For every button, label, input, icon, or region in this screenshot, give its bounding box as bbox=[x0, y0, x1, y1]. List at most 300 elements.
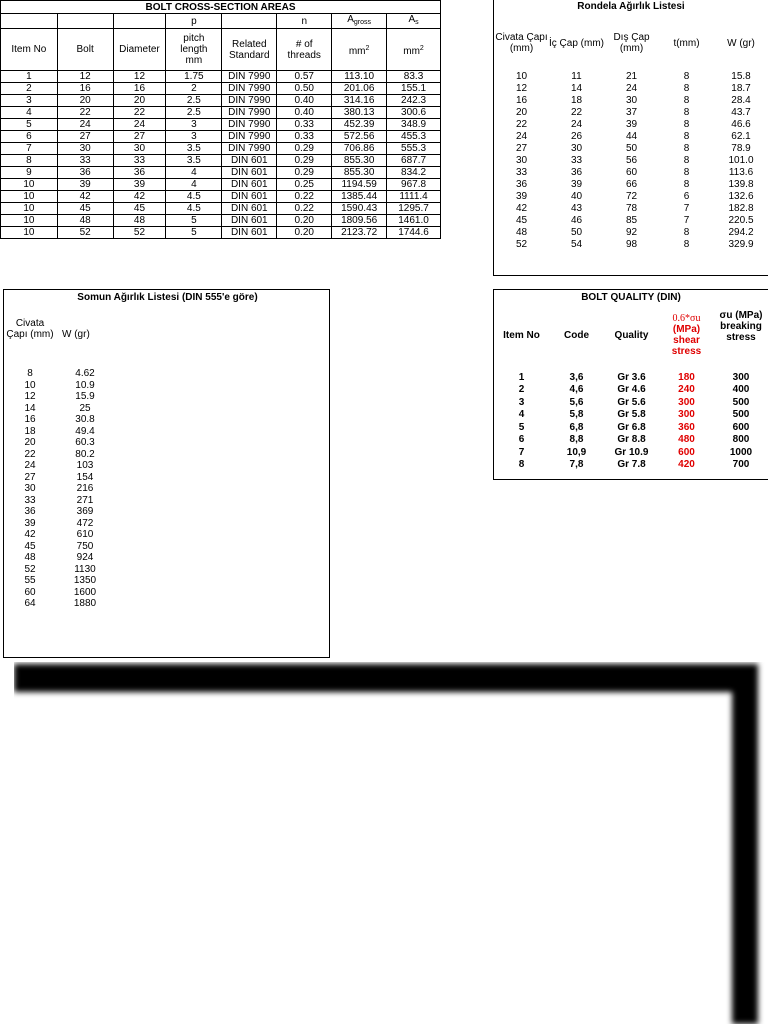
washer-cell: 8 bbox=[683, 106, 690, 118]
nut-row bbox=[4, 575, 114, 587]
bolt-area-cell: 113.10 bbox=[332, 71, 387, 83]
quality-cell: 3,6 bbox=[569, 371, 584, 383]
bolt-area-cell: 706.86 bbox=[332, 143, 387, 155]
bolt-area-cell: 83.3 bbox=[387, 71, 441, 83]
washer-cell: 8 bbox=[683, 118, 690, 130]
bolt-area-cell: 39 bbox=[113, 179, 166, 191]
bolt-area-cell: 455.3 bbox=[387, 131, 441, 143]
quality-cell: Gr 10.9 bbox=[614, 446, 649, 458]
washer-cell: 7 bbox=[683, 214, 690, 226]
bolt-area-row bbox=[1, 203, 441, 215]
nut-cell: 36 bbox=[24, 506, 36, 518]
washer-cell: 37 bbox=[625, 106, 638, 118]
nut-cell: 154 bbox=[76, 471, 94, 483]
washer-cell: 60 bbox=[625, 166, 638, 178]
washer-cell: 139.8 bbox=[728, 178, 754, 190]
bolt-area-cell: 12 bbox=[113, 71, 166, 83]
bolt-area-cell: 52 bbox=[57, 227, 113, 239]
bolt-area-cell: 242.3 bbox=[387, 95, 441, 107]
bolt-area-cell: 2 bbox=[1, 83, 58, 95]
bolt-area-cell: 4 bbox=[166, 167, 222, 179]
shear-formula: 0.6*σu bbox=[672, 313, 701, 324]
washer-cell: 22 bbox=[570, 106, 583, 118]
bolt-area-cell: 27 bbox=[57, 131, 113, 143]
gross-area-symbol: $A_{gross}$ bbox=[332, 14, 387, 29]
bolt-area-cell: 380.13 bbox=[332, 107, 387, 119]
bolt-area-cell: 52 bbox=[113, 227, 166, 239]
bolt-area-cell: 3 bbox=[166, 131, 222, 143]
nut-cell: 924 bbox=[76, 552, 94, 564]
bolt-area-cell: 10 bbox=[1, 191, 58, 203]
washer-weight-title: Rondela Ağırlık Listesi bbox=[577, 1, 685, 12]
nut-row bbox=[4, 506, 114, 518]
bolt-area-cell: 12 bbox=[57, 71, 113, 83]
quality-cell: 5,8 bbox=[569, 409, 584, 421]
nut-row bbox=[4, 598, 114, 610]
washer-weight-panel bbox=[493, 0, 768, 276]
nut-col-weight: W (gr) bbox=[62, 329, 90, 340]
bolt-area-cell: 39 bbox=[57, 179, 113, 191]
nut-row bbox=[4, 449, 114, 461]
bolt-area-cell: 4.5 bbox=[166, 191, 222, 203]
washer-row bbox=[494, 166, 768, 178]
washer-row bbox=[494, 94, 768, 106]
quality-cell: 5 bbox=[518, 421, 525, 433]
bolt-area-cell: 16 bbox=[57, 83, 113, 95]
nut-weight-title: Somun Ağırlık Listesi (DIN 555'e göre) bbox=[77, 292, 258, 303]
bolt-area-cell: DIN 601 bbox=[222, 155, 277, 167]
nut-cell: 49.4 bbox=[75, 425, 95, 437]
bolt-area-cell: 10 bbox=[1, 179, 58, 191]
bolt-area-row bbox=[1, 143, 441, 155]
nut-cell: 27 bbox=[24, 471, 36, 483]
washer-cell: 30 bbox=[515, 154, 528, 166]
bolt-area-row bbox=[1, 131, 441, 143]
nut-row bbox=[4, 564, 114, 576]
quality-cell: 500 bbox=[732, 409, 750, 421]
nut-row bbox=[4, 426, 114, 438]
bolt-area-cell: 1111.4 bbox=[387, 191, 441, 203]
quality-cell: 5,6 bbox=[569, 396, 584, 408]
col-diameter: Diameter bbox=[113, 29, 166, 71]
bolt-area-cell: 4 bbox=[1, 107, 58, 119]
washer-cell: 24 bbox=[515, 130, 528, 142]
washer-cell: 8 bbox=[683, 142, 690, 154]
washer-cell: 16 bbox=[515, 94, 528, 106]
bolt-area-cell: 20 bbox=[113, 95, 166, 107]
washer-row bbox=[494, 190, 768, 202]
nut-cell: 48 bbox=[24, 552, 36, 564]
washer-cell: 78.9 bbox=[731, 142, 751, 154]
bolt-area-row bbox=[1, 119, 441, 131]
breaking-word: breaking bbox=[720, 321, 762, 332]
washer-row bbox=[494, 118, 768, 130]
nut-row bbox=[4, 518, 114, 530]
bolt-area-cell: 1590.43 bbox=[332, 203, 387, 215]
washer-cell: 6 bbox=[683, 190, 690, 202]
bolt-area-cell: 4.5 bbox=[166, 203, 222, 215]
nut-cell: 472 bbox=[76, 517, 94, 529]
washer-cell: 27 bbox=[515, 142, 528, 154]
washer-cell: 7 bbox=[683, 202, 690, 214]
washer-weight-table bbox=[494, 0, 768, 250]
nut-row bbox=[4, 437, 114, 449]
bolt-area-cell: 30 bbox=[57, 143, 113, 155]
washer-cell: 46 bbox=[570, 214, 583, 226]
bolt-area-cell: 0.57 bbox=[277, 71, 332, 83]
washer-cell: 18.7 bbox=[731, 82, 751, 94]
bolt-area-cell: 0.22 bbox=[277, 191, 332, 203]
bolt-area-cell: 0.50 bbox=[277, 83, 332, 95]
nut-cell: 30.8 bbox=[75, 414, 95, 426]
bolt-area-row bbox=[1, 107, 441, 119]
nut-col-bolt-dia: Civata Çapı (mm) bbox=[6, 318, 54, 340]
washer-cell: 8 bbox=[683, 70, 690, 82]
washer-cell: 56 bbox=[625, 154, 638, 166]
bolt-area-row bbox=[1, 71, 441, 83]
washer-cell: 39 bbox=[570, 178, 583, 190]
washer-cell: 42 bbox=[515, 202, 528, 214]
nut-cell: 15.9 bbox=[75, 391, 95, 403]
nut-row bbox=[4, 403, 114, 415]
washer-cell: 8 bbox=[683, 94, 690, 106]
washer-cell: 21 bbox=[625, 70, 638, 82]
washer-cell: 62.1 bbox=[731, 130, 751, 142]
bolt-area-cell: 33 bbox=[57, 155, 113, 167]
washer-cell: 50 bbox=[625, 142, 638, 154]
quality-row bbox=[494, 459, 768, 472]
bolt-area-cell: 5 bbox=[166, 215, 222, 227]
nut-cell: 55 bbox=[24, 575, 36, 587]
washer-cell: 85 bbox=[625, 214, 638, 226]
bolt-area-cell: 24 bbox=[57, 119, 113, 131]
nut-cell: 750 bbox=[76, 540, 94, 552]
quality-cell: 600 bbox=[678, 446, 695, 458]
washer-cell: 8 bbox=[683, 178, 690, 190]
washer-cell: 220.5 bbox=[728, 214, 754, 226]
bolt-area-cell: 3.5 bbox=[166, 155, 222, 167]
bolt-area-cell: 0.29 bbox=[277, 167, 332, 179]
nut-cell: 33 bbox=[24, 494, 36, 506]
quality-row bbox=[494, 371, 768, 384]
page-shadow-frame bbox=[14, 662, 768, 1024]
washer-cell: 294.2 bbox=[728, 226, 754, 238]
nut-cell: 80.2 bbox=[75, 448, 95, 460]
bolt-area-cell: 3 bbox=[1, 95, 58, 107]
washer-col-thickness: t(mm) bbox=[673, 37, 700, 49]
bolt-area-row bbox=[1, 215, 441, 227]
col-gross-unit: $mm^2$ bbox=[332, 29, 387, 71]
nut-row bbox=[4, 414, 114, 426]
bolt-area-row bbox=[1, 95, 441, 107]
washer-col-outer-dia: Dış Çap (mm) bbox=[613, 32, 650, 54]
bolt-quality-table bbox=[494, 290, 768, 471]
quality-cell: 1000 bbox=[729, 446, 753, 458]
washer-row bbox=[494, 202, 768, 214]
bolt-area-cell: DIN 7990 bbox=[222, 143, 277, 155]
bolt-area-cell: 1809.56 bbox=[332, 215, 387, 227]
bolt-area-cell: DIN 7990 bbox=[222, 71, 277, 83]
washer-cell: 8 bbox=[683, 166, 690, 178]
bolt-area-cell: 0.22 bbox=[277, 203, 332, 215]
bolt-area-cell: 1 bbox=[1, 71, 58, 83]
bolt-area-row bbox=[1, 155, 441, 167]
bolt-area-cell: 10 bbox=[1, 227, 58, 239]
bolt-area-cell: 855.30 bbox=[332, 167, 387, 179]
bolt-area-cell: 42 bbox=[113, 191, 166, 203]
quality-cell: 400 bbox=[732, 384, 750, 396]
quality-cell: 300 bbox=[678, 396, 695, 408]
washer-row bbox=[494, 214, 768, 226]
washer-cell: 45 bbox=[515, 214, 528, 226]
quality-cell: 3 bbox=[518, 396, 525, 408]
breaking-stress-word: stress bbox=[726, 332, 756, 343]
bolt-quality-title: BOLT QUALITY (DIN) bbox=[581, 291, 681, 303]
quality-cell: 7,8 bbox=[569, 459, 584, 471]
nut-cell: 4.62 bbox=[75, 368, 95, 380]
bolt-area-cell: 24 bbox=[113, 119, 166, 131]
bolt-area-cell: DIN 7990 bbox=[222, 95, 277, 107]
quality-cell: Gr 5.8 bbox=[617, 409, 646, 421]
washer-row bbox=[494, 142, 768, 154]
quality-col-grade: Quality bbox=[614, 329, 649, 341]
col-standard: Related Standard bbox=[222, 29, 277, 71]
nut-cell: 18 bbox=[24, 425, 36, 437]
bolt-area-cell: DIN 601 bbox=[222, 227, 277, 239]
quality-table-body bbox=[494, 371, 768, 471]
quality-cell: 1 bbox=[518, 371, 525, 383]
quality-cell: Gr 3.6 bbox=[617, 371, 646, 383]
washer-row bbox=[494, 226, 768, 238]
washer-row bbox=[494, 154, 768, 166]
nut-cell: 1350 bbox=[73, 575, 97, 587]
bolt-area-cell: DIN 601 bbox=[222, 203, 277, 215]
bolt-area-cell: 0.20 bbox=[277, 227, 332, 239]
bolt-area-cell: 967.8 bbox=[387, 179, 441, 191]
washer-cell: 10 bbox=[515, 70, 528, 82]
bolt-area-cell: 42 bbox=[57, 191, 113, 203]
bolt-area-cell: 687.7 bbox=[387, 155, 441, 167]
nut-table-body bbox=[4, 368, 114, 610]
washer-cell: 8 bbox=[683, 226, 690, 238]
washer-cell: 39 bbox=[625, 118, 638, 130]
washer-cell: 54 bbox=[570, 238, 583, 250]
bolt-area-cell: 30 bbox=[113, 143, 166, 155]
bolt-area-cell: 5 bbox=[1, 119, 58, 131]
bolt-quality-panel bbox=[493, 289, 768, 480]
quality-row bbox=[494, 446, 768, 459]
bolt-area-cell: 33 bbox=[113, 155, 166, 167]
bolt-area-cell: DIN 7990 bbox=[222, 107, 277, 119]
quality-cell: 8,8 bbox=[569, 434, 584, 446]
quality-cell: 300 bbox=[732, 371, 750, 383]
nut-cell: 1880 bbox=[73, 598, 97, 610]
bolt-area-cell: 5 bbox=[166, 227, 222, 239]
nut-row bbox=[4, 587, 114, 599]
washer-row bbox=[494, 70, 768, 82]
nut-cell: 20 bbox=[24, 437, 36, 449]
washer-cell: 132.6 bbox=[728, 190, 754, 202]
bolt-area-cell: 555.3 bbox=[387, 143, 441, 155]
quality-cell: 8 bbox=[518, 459, 525, 471]
nut-cell: 39 bbox=[24, 517, 36, 529]
nut-cell: 52 bbox=[24, 563, 36, 575]
washer-cell: 101.0 bbox=[728, 154, 754, 166]
nut-row bbox=[4, 483, 114, 495]
nut-cell: 1600 bbox=[73, 586, 97, 598]
nut-cell: 60 bbox=[24, 586, 36, 598]
nut-cell: 42 bbox=[24, 529, 36, 541]
washer-row bbox=[494, 130, 768, 142]
bolt-area-cell: 2123.72 bbox=[332, 227, 387, 239]
quality-cell: 180 bbox=[678, 371, 695, 383]
bolt-area-cell: 300.6 bbox=[387, 107, 441, 119]
washer-cell: 52 bbox=[515, 238, 528, 250]
washer-cell: 329.9 bbox=[728, 238, 754, 250]
quality-cell: Gr 6.8 bbox=[617, 421, 646, 433]
washer-cell: 15.8 bbox=[731, 70, 751, 82]
nut-row bbox=[4, 391, 114, 403]
bolt-area-cell: 2.5 bbox=[166, 107, 222, 119]
breaking-unit: σu (MPa) bbox=[719, 310, 763, 321]
stress-area-symbol: $A_s$ bbox=[387, 14, 441, 29]
bolt-area-cell: 0.33 bbox=[277, 131, 332, 143]
bolt-area-cell: 0.29 bbox=[277, 155, 332, 167]
quality-col-shear bbox=[659, 304, 714, 366]
washer-row bbox=[494, 238, 768, 250]
shear-stress-word: stress bbox=[671, 346, 702, 357]
washer-row bbox=[494, 82, 768, 94]
washer-cell: 48 bbox=[515, 226, 528, 238]
washer-cell: 12 bbox=[515, 82, 528, 94]
nut-cell: 103 bbox=[76, 460, 94, 472]
bolt-area-cell: DIN 7990 bbox=[222, 83, 277, 95]
col-item-no: Item No bbox=[1, 29, 58, 71]
bolt-area-cell: 22 bbox=[113, 107, 166, 119]
bolt-area-cell: 10 bbox=[1, 215, 58, 227]
nut-row bbox=[4, 495, 114, 507]
washer-cell: 92 bbox=[625, 226, 638, 238]
nut-cell: 8 bbox=[27, 368, 33, 380]
nut-row bbox=[4, 541, 114, 553]
quality-cell: 10,9 bbox=[566, 446, 587, 458]
quality-cell: 300 bbox=[678, 409, 695, 421]
shear-word: shear bbox=[673, 335, 700, 346]
quality-cell: 4,6 bbox=[569, 384, 584, 396]
bolt-area-cell: 1.75 bbox=[166, 71, 222, 83]
quality-cell: Gr 4.6 bbox=[617, 384, 646, 396]
bolt-area-cell: 1194.59 bbox=[332, 179, 387, 191]
bolt-area-cell: 1461.0 bbox=[387, 215, 441, 227]
washer-cell: 33 bbox=[515, 166, 528, 178]
bolt-area-row bbox=[1, 167, 441, 179]
bolt-area-cell: 36 bbox=[57, 167, 113, 179]
col-threads: # of threads bbox=[277, 29, 332, 71]
quality-cell: 360 bbox=[678, 421, 695, 433]
quality-cell: 480 bbox=[678, 434, 695, 446]
nut-row bbox=[4, 460, 114, 472]
nut-cell: 25 bbox=[79, 402, 91, 414]
bolt-area-cell: 1744.6 bbox=[387, 227, 441, 239]
washer-cell: 36 bbox=[515, 178, 528, 190]
bolt-area-cell: DIN 7990 bbox=[222, 131, 277, 143]
bolt-area-row bbox=[1, 179, 441, 191]
bolt-area-cell: 201.06 bbox=[332, 83, 387, 95]
quality-cell: 420 bbox=[678, 459, 695, 471]
bolt-area-cell: 0.25 bbox=[277, 179, 332, 191]
quality-col-item: Item No bbox=[503, 329, 540, 341]
bolt-area-cell: DIN 601 bbox=[222, 215, 277, 227]
washer-cell: 14 bbox=[570, 82, 583, 94]
nut-cell: 1130 bbox=[74, 563, 96, 575]
nut-cell: 10.9 bbox=[75, 379, 95, 391]
bolt-area-cell: 45 bbox=[113, 203, 166, 215]
bolt-area-cell: DIN 601 bbox=[222, 179, 277, 191]
washer-cell: 18 bbox=[570, 94, 583, 106]
bolt-area-cell: 2 bbox=[166, 83, 222, 95]
bolt-area-cell: 48 bbox=[57, 215, 113, 227]
threads-symbol: n bbox=[277, 14, 332, 29]
nut-cell: 22 bbox=[24, 448, 36, 460]
washer-cell: 78 bbox=[625, 202, 638, 214]
quality-cell: 800 bbox=[732, 434, 750, 446]
nut-cell: 216 bbox=[76, 483, 94, 495]
col-pitch: pitch length mm bbox=[166, 29, 222, 71]
bolt-cross-section-title: BOLT CROSS-SECTION AREAS bbox=[1, 1, 441, 14]
bolt-area-cell: 3 bbox=[166, 119, 222, 131]
washer-cell: 8 bbox=[683, 130, 690, 142]
bolt-area-cell: 10 bbox=[1, 203, 58, 215]
washer-cell: 33 bbox=[570, 154, 583, 166]
washer-cell: 50 bbox=[570, 226, 583, 238]
bolt-area-cell: DIN 601 bbox=[222, 167, 277, 179]
quality-cell: Gr 8.8 bbox=[617, 434, 646, 446]
bolt-area-cell: 314.16 bbox=[332, 95, 387, 107]
bolt-area-cell: 452.39 bbox=[332, 119, 387, 131]
nut-cell: 10 bbox=[24, 379, 36, 391]
washer-row bbox=[494, 106, 768, 118]
washer-cell: 182.8 bbox=[728, 202, 754, 214]
bolt-area-cell: 27 bbox=[113, 131, 166, 143]
bolt-area-cell: 1385.44 bbox=[332, 191, 387, 203]
quality-row bbox=[494, 409, 768, 422]
washer-table-body bbox=[494, 70, 768, 250]
quality-row bbox=[494, 396, 768, 409]
quality-cell: 7 bbox=[518, 446, 525, 458]
washer-cell: 30 bbox=[625, 94, 638, 106]
washer-cell: 28.4 bbox=[731, 94, 751, 106]
washer-cell: 22 bbox=[515, 118, 528, 130]
washer-cell: 26 bbox=[570, 130, 583, 142]
washer-cell: 44 bbox=[625, 130, 638, 142]
bolt-area-cell: 155.1 bbox=[387, 83, 441, 95]
bolt-area-cell: 0.40 bbox=[277, 107, 332, 119]
bolt-cross-section-table bbox=[0, 0, 441, 239]
bolt-area-cell: 7 bbox=[1, 143, 58, 155]
washer-cell: 43.7 bbox=[731, 106, 751, 118]
bolt-area-cell: 0.29 bbox=[277, 143, 332, 155]
quality-col-breaking bbox=[714, 304, 768, 366]
bolt-area-cell: 2.5 bbox=[166, 95, 222, 107]
nut-cell: 45 bbox=[24, 540, 36, 552]
nut-cell: 24 bbox=[24, 460, 36, 472]
nut-cell: 64 bbox=[24, 598, 36, 610]
washer-cell: 8 bbox=[683, 82, 690, 94]
quality-cell: 600 bbox=[732, 421, 750, 433]
bolt-area-row bbox=[1, 83, 441, 95]
bolt-table-body bbox=[1, 71, 441, 239]
nut-cell: 12 bbox=[24, 391, 36, 403]
